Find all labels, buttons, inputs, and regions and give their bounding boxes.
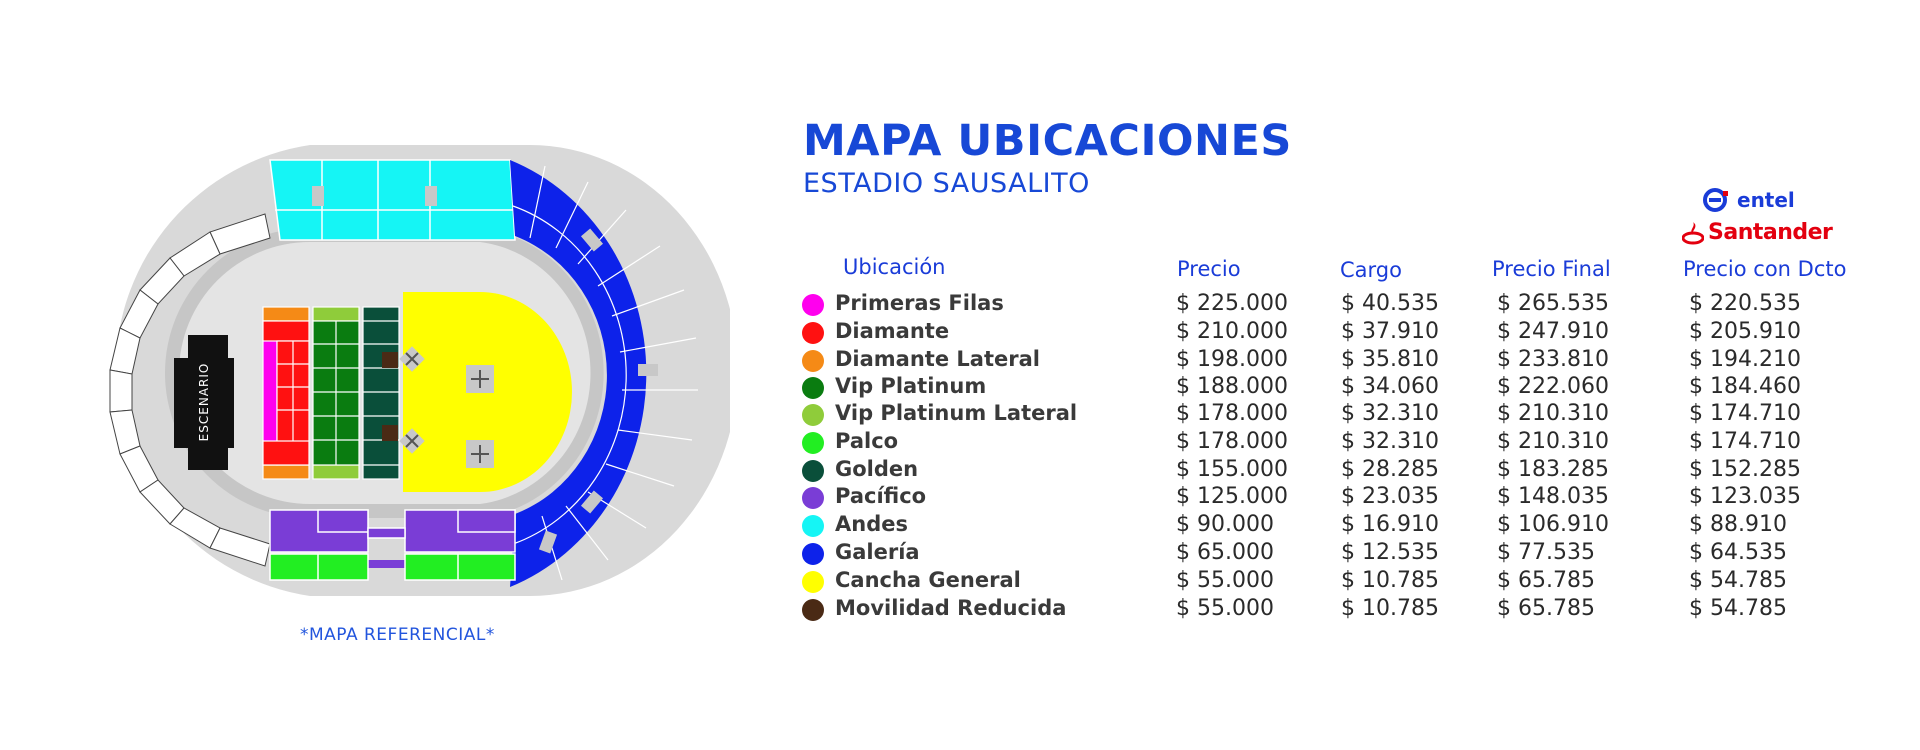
row-ubicacion: Movilidad Reducida bbox=[835, 596, 1067, 620]
column-header-precio-dcto: Precio con Dcto bbox=[1683, 257, 1847, 281]
row-ubicacion: Golden bbox=[835, 457, 919, 481]
row-precio: $ 198.000 bbox=[1176, 347, 1288, 372]
row-cargo: $ 16.910 bbox=[1341, 512, 1439, 537]
row-cargo: $ 10.785 bbox=[1341, 568, 1439, 593]
row-precio: $ 55.000 bbox=[1176, 596, 1274, 621]
floor-sections bbox=[263, 307, 399, 479]
map-disclaimer: *MAPA REFERENCIAL* bbox=[300, 625, 495, 645]
row-ubicacion: Vip Platinum bbox=[835, 374, 987, 398]
row-final: $ 106.910 bbox=[1497, 512, 1609, 537]
legend-dot bbox=[802, 460, 824, 482]
row-precio: $ 178.000 bbox=[1176, 401, 1288, 426]
row-final: $ 222.060 bbox=[1497, 374, 1609, 399]
entel-logo bbox=[1703, 186, 1795, 214]
row-dcto: $ 174.710 bbox=[1689, 429, 1801, 454]
row-dcto: $ 205.910 bbox=[1689, 319, 1801, 344]
row-dcto: $ 152.285 bbox=[1689, 457, 1801, 482]
row-final: $ 77.535 bbox=[1497, 540, 1595, 565]
column-header-cargo: Cargo bbox=[1340, 258, 1402, 282]
row-dcto: $ 194.210 bbox=[1689, 347, 1801, 372]
row-precio: $ 155.000 bbox=[1176, 457, 1288, 482]
row-ubicacion: Primeras Filas bbox=[835, 291, 1004, 315]
santander-flame-icon bbox=[1682, 221, 1704, 245]
row-cargo: $ 32.310 bbox=[1341, 401, 1439, 426]
row-ubicacion: Vip Platinum Lateral bbox=[835, 401, 1078, 425]
row-cargo: $ 32.310 bbox=[1341, 429, 1439, 454]
row-ubicacion: Andes bbox=[835, 512, 908, 536]
row-ubicacion: Cancha General bbox=[835, 568, 1021, 592]
entel-icon bbox=[1703, 186, 1731, 214]
row-dcto: $ 64.535 bbox=[1689, 540, 1787, 565]
santander-name: Santander bbox=[1708, 220, 1833, 245]
row-cargo: $ 35.810 bbox=[1341, 347, 1439, 372]
row-cargo: $ 10.785 bbox=[1341, 596, 1439, 621]
legend-dot bbox=[802, 322, 824, 344]
row-dcto: $ 123.035 bbox=[1689, 484, 1801, 509]
legend-dot bbox=[802, 571, 824, 593]
row-ubicacion: Pacífico bbox=[835, 484, 927, 508]
row-final: $ 247.910 bbox=[1497, 319, 1609, 344]
row-cargo: $ 37.910 bbox=[1341, 319, 1439, 344]
row-cargo: $ 12.535 bbox=[1341, 540, 1439, 565]
page-title: MAPA UBICACIONES bbox=[803, 116, 1292, 166]
row-cargo: $ 34.060 bbox=[1341, 374, 1439, 399]
row-ubicacion: Palco bbox=[835, 429, 899, 453]
row-cargo: $ 28.285 bbox=[1341, 457, 1439, 482]
legend-dot bbox=[802, 487, 824, 509]
row-final: $ 65.785 bbox=[1497, 568, 1595, 593]
column-header-ubicacion: Ubicación bbox=[843, 255, 946, 279]
row-precio: $ 188.000 bbox=[1176, 374, 1288, 399]
stage-label: ESCENARIO bbox=[197, 362, 211, 442]
row-dcto: $ 54.785 bbox=[1689, 568, 1787, 593]
row-ubicacion: Galería bbox=[835, 540, 920, 564]
row-dcto: $ 184.460 bbox=[1689, 374, 1801, 399]
row-cargo: $ 40.535 bbox=[1341, 291, 1439, 316]
row-final: $ 233.810 bbox=[1497, 347, 1609, 372]
legend-dot bbox=[802, 350, 824, 372]
column-header-precio-final: Precio Final bbox=[1492, 257, 1611, 281]
row-precio: $ 55.000 bbox=[1176, 568, 1274, 593]
page-subtitle: ESTADIO SAUSALITO bbox=[803, 168, 1090, 199]
row-final: $ 183.285 bbox=[1497, 457, 1609, 482]
row-dcto: $ 88.910 bbox=[1689, 512, 1787, 537]
row-precio: $ 65.000 bbox=[1176, 540, 1274, 565]
legend-dot bbox=[802, 432, 824, 454]
andes-stand bbox=[270, 160, 515, 240]
legend-dot bbox=[802, 294, 824, 316]
row-final: $ 148.035 bbox=[1497, 484, 1609, 509]
legend-dot bbox=[802, 543, 824, 565]
row-final: $ 265.535 bbox=[1497, 291, 1609, 316]
row-precio: $ 90.000 bbox=[1176, 512, 1274, 537]
column-header-precio: Precio bbox=[1177, 257, 1241, 281]
row-precio: $ 125.000 bbox=[1176, 484, 1288, 509]
stadium-map bbox=[60, 140, 730, 620]
row-precio: $ 225.000 bbox=[1176, 291, 1288, 316]
row-dcto: $ 54.785 bbox=[1689, 596, 1787, 621]
row-dcto: $ 220.535 bbox=[1689, 291, 1801, 316]
row-final: $ 210.310 bbox=[1497, 429, 1609, 454]
row-final: $ 65.785 bbox=[1497, 596, 1595, 621]
row-final: $ 210.310 bbox=[1497, 401, 1609, 426]
row-ubicacion: Diamante Lateral bbox=[835, 347, 1040, 371]
row-precio: $ 178.000 bbox=[1176, 429, 1288, 454]
row-dcto: $ 174.710 bbox=[1689, 401, 1801, 426]
row-ubicacion: Diamante bbox=[835, 319, 950, 343]
legend-dot bbox=[802, 515, 824, 537]
legend-dot bbox=[802, 599, 824, 621]
santander-logo bbox=[1682, 220, 1832, 245]
entel-name: entel bbox=[1737, 188, 1795, 212]
legend-dot bbox=[802, 404, 824, 426]
legend-dot bbox=[802, 377, 824, 399]
row-cargo: $ 23.035 bbox=[1341, 484, 1439, 509]
row-precio: $ 210.000 bbox=[1176, 319, 1288, 344]
